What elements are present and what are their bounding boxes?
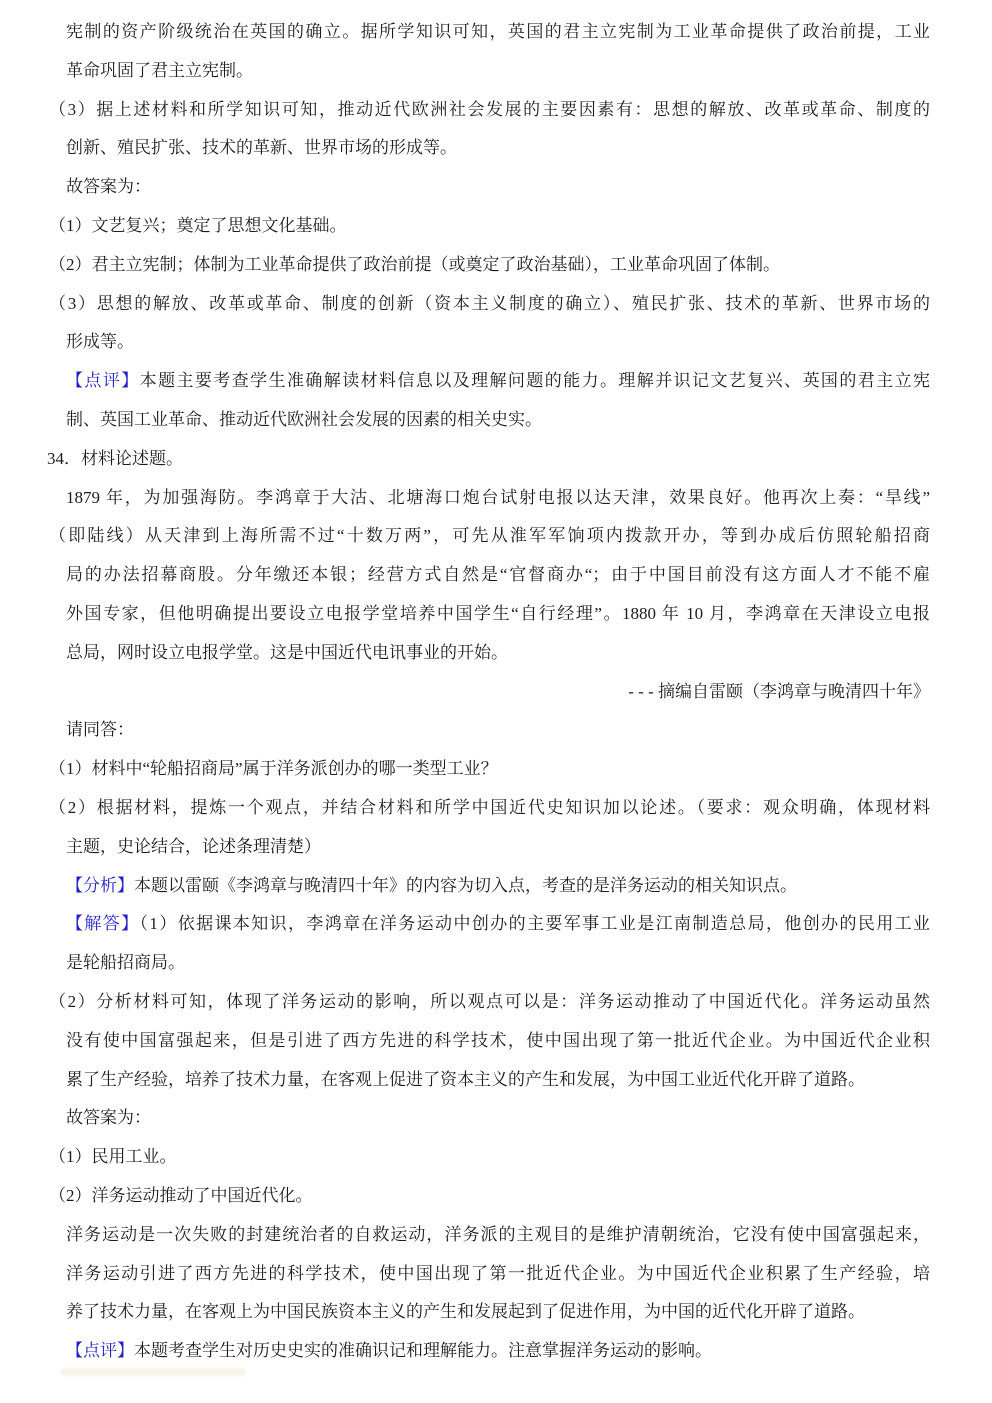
- source-attribution-line: [66, 673, 930, 712]
- text-line-1: [66, 13, 930, 52]
- line-text: 外国专家，但他明确提出要设立电报学堂培养中国学生“自行经理”。1880 年 10 月，李鸿章在天津设立电报: [66, 603, 930, 623]
- line-text: 主题，史论结合，论述条理清楚）: [66, 836, 321, 856]
- line-text: （1）材料中“轮船招商局”属于洋务派创办的哪一类型工业？: [49, 759, 498, 779]
- line-text: 没有使中国富强起来，但是引进了西方先进的科学技术，使中国出现了第一批近代企业。为中国近代企业积: [66, 1030, 930, 1050]
- line-text: （2）洋务运动推动了中国近代化。: [49, 1185, 313, 1205]
- line-text: （3）思想的解放、改革或革命、制度的创新（资本主义制度的确立）、殖民扩张、技术的革新、世界市场的: [49, 293, 930, 313]
- line-text: 本题以雷颐《李鸿章与晚清四十年》的内容为切入点，考查的是洋务运动的相关知识点。: [134, 875, 797, 895]
- line-text: 1879 年，为加强海防。李鸿章于大沽、北塘海口炮台试射电报以达天津，效果良好。他再次上奏：“旱线”: [66, 487, 930, 507]
- text-line-6: [49, 207, 930, 246]
- line-text: （即陆线）从天津到上海所需不过“十数万两”，可先从淮军军饷项内拨款开办，等到办成后仿照轮船招商: [49, 526, 930, 546]
- text-line-19: [66, 711, 930, 750]
- text-line-15: [66, 556, 930, 595]
- text-line-14: [49, 517, 930, 556]
- text-line-7: [49, 246, 930, 285]
- line-text: 革命巩固了君主立宪制。: [66, 60, 253, 80]
- answer-line: [66, 905, 930, 944]
- line-text: 局的办法招幕商股。分年缴还本银；经营方式自然是“官督商办“；由于中国目前没有这方面人才不能不雇: [66, 565, 930, 585]
- text-line-30: [49, 1138, 930, 1177]
- line-text: （2）君主立宪制；体制为工业革命提供了政治前提（或奠定了政治基础），工业革命巩固了体制。: [49, 254, 780, 274]
- text-line-9: [66, 323, 930, 362]
- section-label: 【点评】: [66, 1341, 134, 1361]
- text-line-31: [49, 1177, 930, 1216]
- line-text: （3）据上述材料和所学知识可知，推动近代欧洲社会发展的主要因素有：思想的解放、改革或革命、制度的: [49, 99, 930, 119]
- line-text: 本题考查学生对历史史实的准确识记和理解能力。注意掌握洋务运动的影响。: [134, 1341, 712, 1361]
- text-line-16: [66, 595, 930, 634]
- line-text: 请同答：: [66, 720, 134, 740]
- text-line-8: [49, 285, 930, 324]
- line-text: 创新、殖民扩张、技术的革新、世界市场的形成等。: [66, 138, 457, 158]
- text-line-20: [49, 750, 930, 789]
- text-line-2: [66, 52, 930, 91]
- line-text: （1）依据课本知识，李鸿章在洋务运动中创办的主要军事工业是江南制造总局，他创办的民用工业: [139, 914, 930, 934]
- line-text: 本题主要考查学生准确解读材料信息以及理解问题的能力。理解并识记文艺复兴、英国的君主立宪: [139, 371, 930, 391]
- scan-artifact: [60, 1368, 246, 1376]
- text-line-32: [66, 1216, 930, 1255]
- line-text: 34．材料论述题。: [47, 448, 183, 468]
- section-label: 【解答】: [66, 914, 140, 934]
- text-line-11: [66, 401, 930, 440]
- line-text: 总局，网时设立电报学堂。这是中国近代电讯事业的开始。: [66, 642, 508, 662]
- line-text: 养了技术力量，在客观上为中国民族资本主义的产生和发展起到了促进作用，为中国的近代化开辟了道路。: [66, 1302, 865, 1322]
- text-line-5: [66, 168, 930, 207]
- text-line-3: [49, 91, 930, 130]
- text-line-22: [66, 828, 930, 867]
- line-text: 制、英国工业革命、推动近代欧洲社会发展的因素的相关史实。: [66, 409, 542, 429]
- text-line-4: [66, 129, 930, 168]
- line-text: （2）根据材料，提炼一个观点，并结合材料和所学中国近代史知识加以论述。（要求：观众明确，体现材料: [49, 797, 930, 817]
- text-line-17: [66, 634, 930, 673]
- text-line-26: [49, 983, 930, 1022]
- text-line-33: [66, 1255, 930, 1294]
- line-text: - - - 摘编自雷颐（李鸿章与晚清四十年》: [628, 681, 930, 701]
- line-text: 故答案为：: [66, 1108, 151, 1128]
- comment-line: [66, 362, 930, 401]
- line-text: 洋务运动引进了西方先进的科学技术，使中国出现了第一批近代企业。为中国近代企业积累了生产经验，培: [66, 1263, 930, 1283]
- line-text: （1）民用工业。: [49, 1147, 177, 1167]
- line-text: 形成等。: [66, 332, 134, 352]
- text-line-28: [66, 1061, 930, 1100]
- line-text: 累了生产经验，培养了技术力量，在客观上促进了资本主义的产生和发展，为中国工业近代化开辟了道路。: [66, 1069, 865, 1089]
- text-line-34: [66, 1293, 930, 1332]
- line-text: 是轮船招商局。: [66, 953, 185, 973]
- line-text: （2）分析材料可知，体现了洋务运动的影响，所以观点可以是：洋务运动推动了中国近代化。洋务运动虽然: [49, 991, 930, 1011]
- text-line-27: [66, 1022, 930, 1061]
- text-line-21: [49, 789, 930, 828]
- line-text: （1）文艺复兴；奠定了思想文化基础。: [49, 215, 347, 235]
- section-label: 【分析】: [66, 875, 134, 895]
- comment-line: [66, 1332, 930, 1371]
- text-line-13: [66, 479, 930, 518]
- line-text: 宪制的资产阶级统治在英国的确立。据所学知识可知，英国的君主立宪制为工业革命提供了政治前提，工业: [66, 22, 930, 41]
- analysis-line: [66, 867, 930, 906]
- line-text: 故答案为：: [66, 177, 151, 197]
- text-line-29: [66, 1099, 930, 1138]
- question-number-line: [47, 440, 930, 479]
- line-text: 洋务运动是一次失败的封建统治者的自救运动，洋务派的主观目的是维护清朝统治，它没有使中国富强起来，: [66, 1224, 930, 1244]
- text-line-25: [66, 944, 930, 983]
- section-label: 【点评】: [66, 371, 140, 391]
